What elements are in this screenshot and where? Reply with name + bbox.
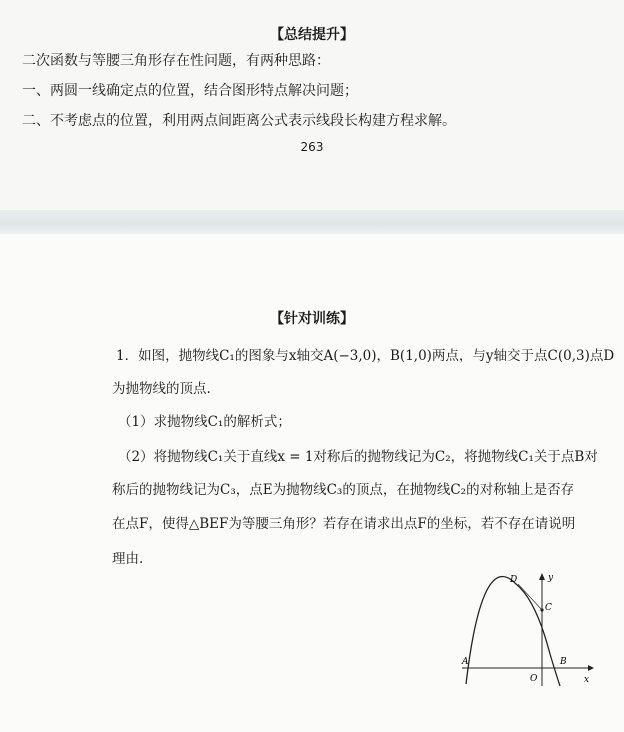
summary-line-3: 二、不考虑点的位置，利用两点间距离公式表示线段长构建方程求解。 [22, 113, 456, 129]
training-heading: 【针对训练】 [270, 311, 354, 327]
label-o: O [530, 674, 538, 684]
summary-line-2: 一、两圆一线确定点的位置，结合图形特点解决问题； [22, 83, 358, 99]
subquestion-2-line-2: 称后的抛物线记为C₃，点E为抛物线C₃的顶点，在抛物线C₂的对称轴上是否存 [112, 482, 575, 498]
problem-line-1: 1．如图，抛物线C₁的图象与x轴交A(−3,0)，B(1,0)两点，与y轴交于点C(0,3)点D [116, 348, 615, 364]
x-axis-arrow [588, 665, 594, 671]
label-d: D [510, 575, 518, 585]
label-a: A [462, 657, 469, 667]
subquestion-2-line-3: 在点F，使得△BEF为等腰三角形？若存在请求出点F的坐标，若不存在请说明 [112, 516, 576, 532]
label-y: y [548, 573, 554, 583]
line-dc [518, 584, 542, 610]
parabola-figure [456, 570, 596, 690]
subquestion-2-line-4: 理由. [112, 551, 144, 567]
subquestion-2-line-1: （2）将抛物线C₁关于直线x = 1对称后的抛物线记为C₂，将抛物线C₁关于点B对 [118, 449, 598, 465]
page-separator [0, 210, 624, 234]
label-x: x [584, 675, 590, 685]
parabola-curve [466, 576, 560, 686]
label-b: B [560, 657, 567, 667]
problem-line-2: 为抛物线的顶点. [112, 381, 211, 397]
y-axis-arrow [539, 573, 545, 580]
point-c [540, 608, 543, 611]
page-number: 263 [300, 140, 324, 154]
label-c: C [545, 603, 552, 613]
summary-heading: 【总结提升】 [270, 27, 354, 43]
subquestion-1: （1）求抛物线C₁的解析式； [118, 414, 291, 430]
summary-line-1: 二次函数与等腰三角形存在性问题，有两种思路： [22, 53, 330, 69]
